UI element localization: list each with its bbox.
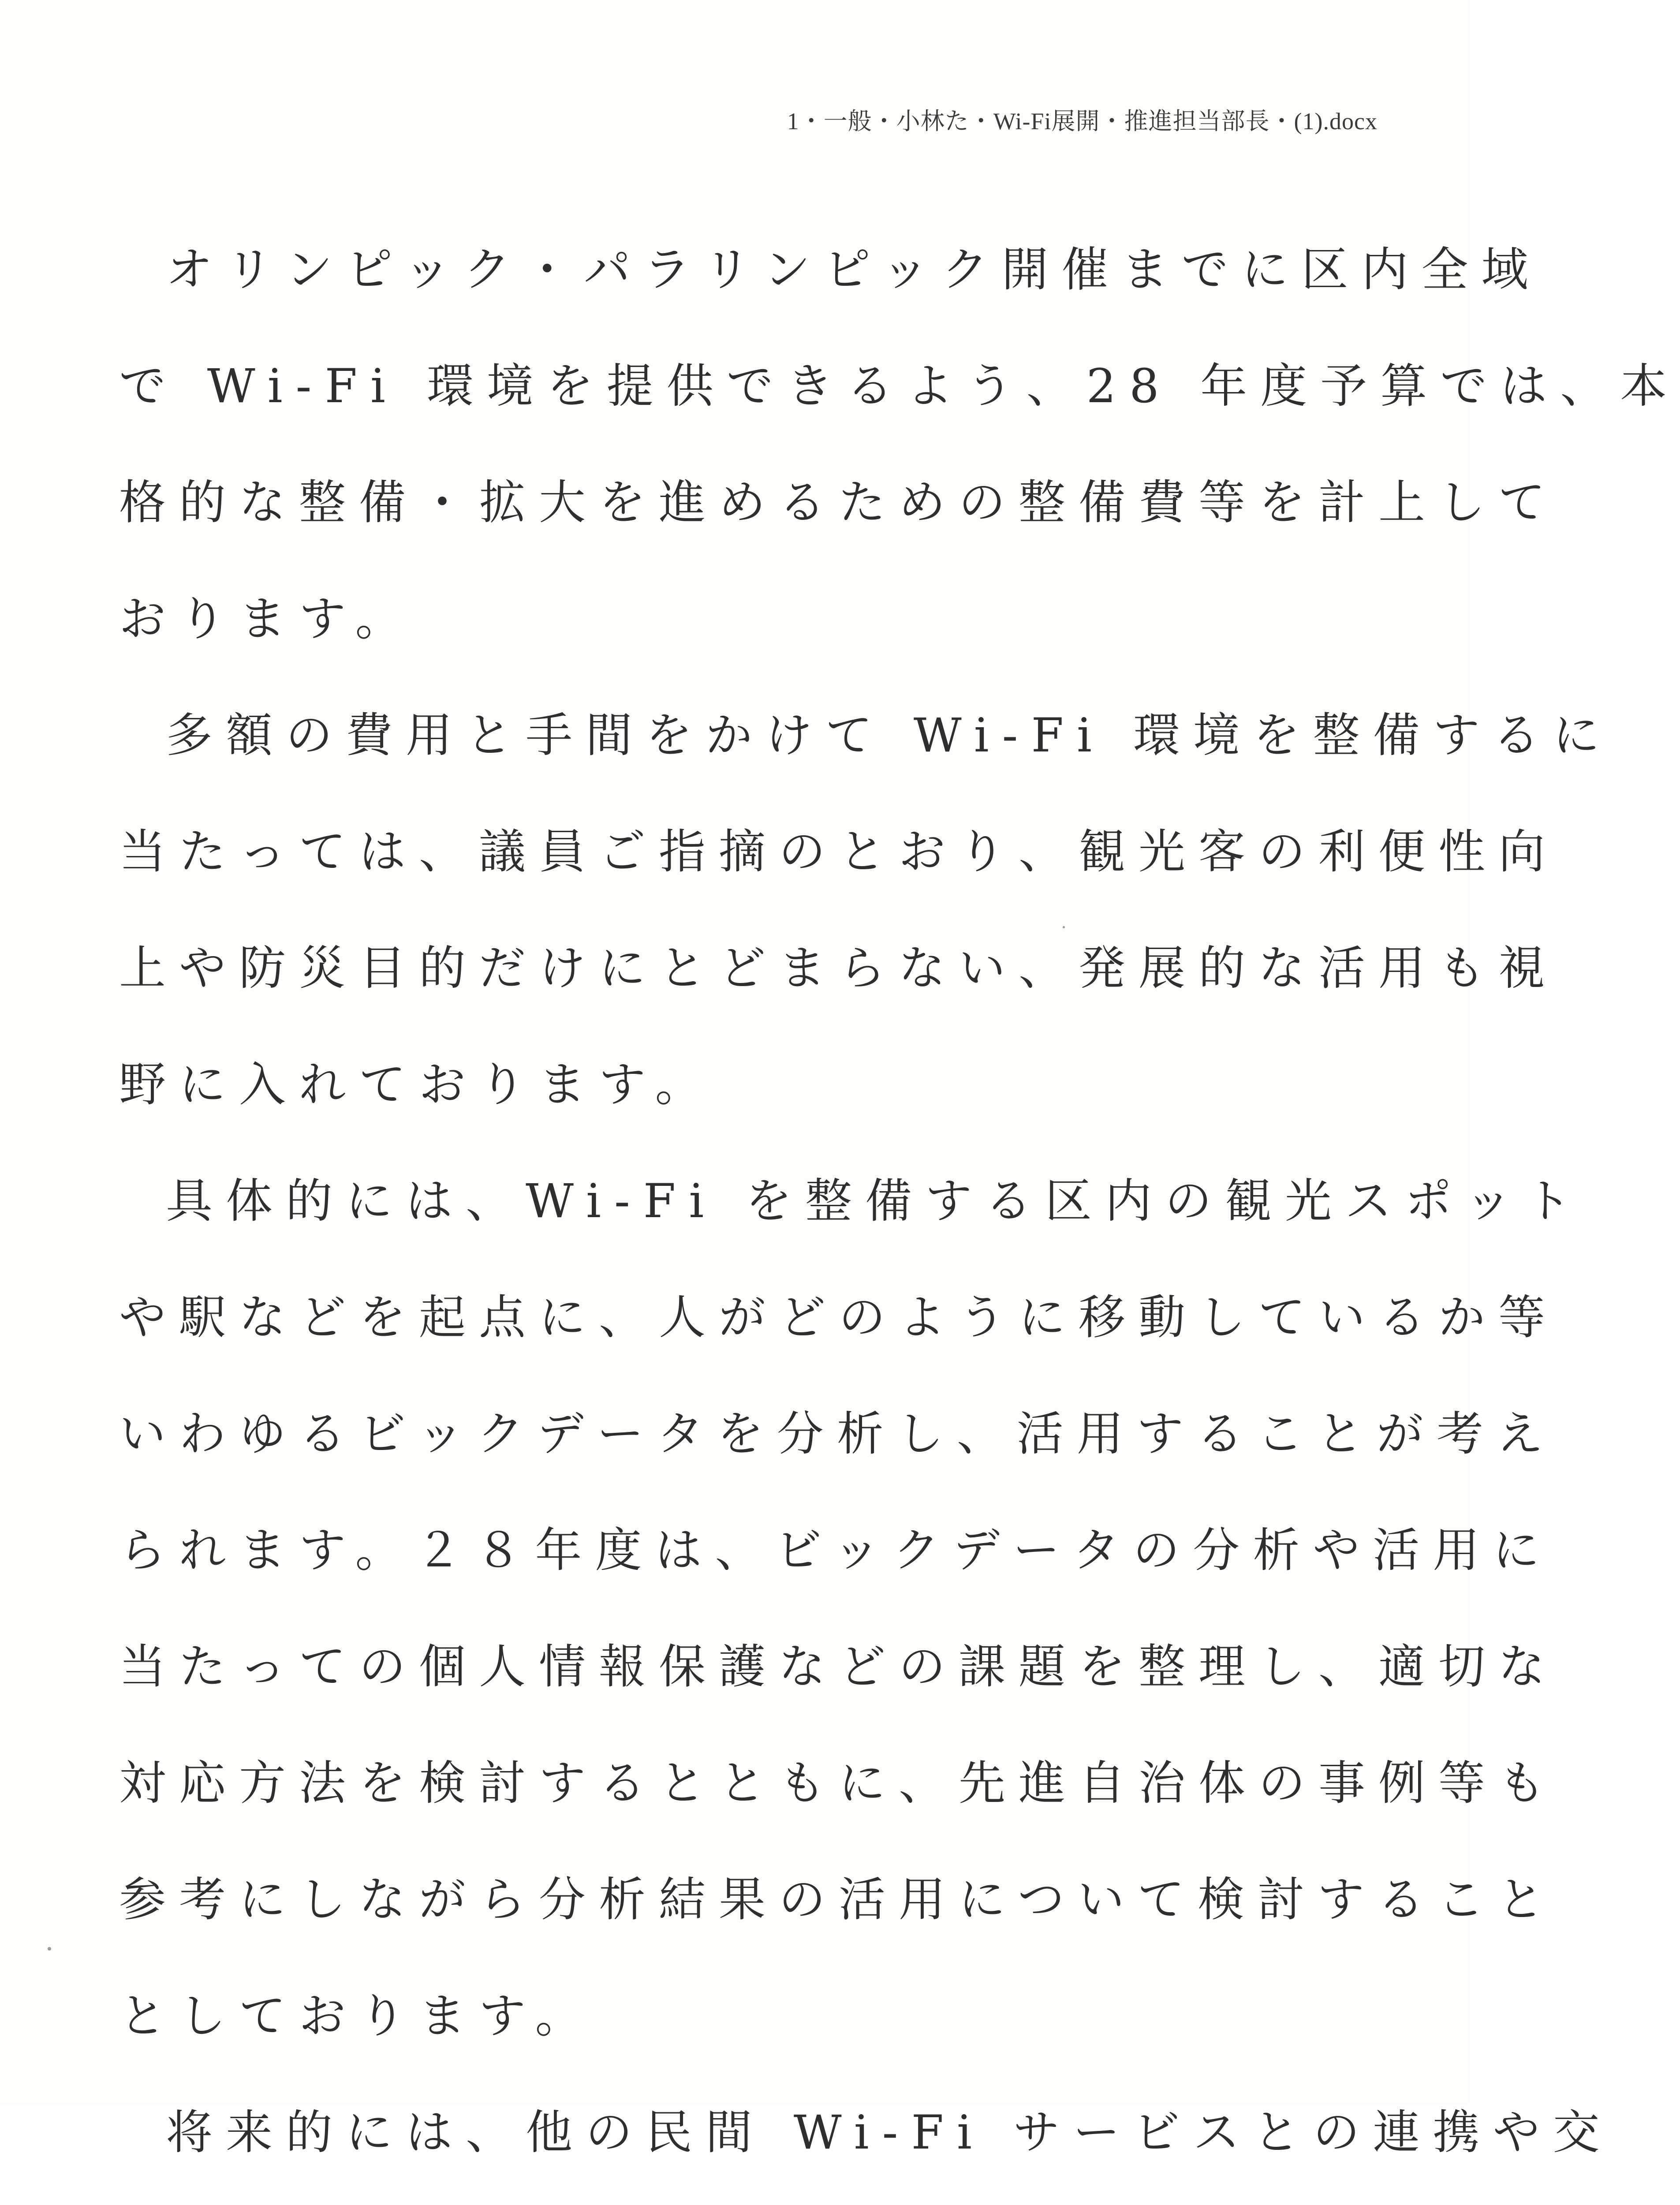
paragraph-1-line-4: おります。 [119,592,415,646]
scan-speck [1063,926,1065,928]
paragraph-2-line-2: 当たっては、議員ご指摘のとおり、観光客の利便性向 [119,825,1558,879]
paragraph-2-line-4: 野に入れております。 [119,1058,715,1112]
paragraph-4-line-2 [119,2191,1371,2205]
document-body [119,212,1680,2205]
paragraph-1-line-2: で Wi-Fi 環境を提供できるよう、28 年度予算では、本 [119,359,1680,413]
scan-speck [48,1947,51,1951]
paragraph-3-line-2: や駅などを起点に、人がどのように移動しているか等 [119,1290,1558,1345]
paragraph-3-line-3: いわゆるビックデータを分析し、活用することが考え [119,1407,1557,1461]
header-filename: 1・一般・小林た・Wi-Fi展開・推進担当部長・(1).docx [787,108,1378,135]
paragraph-1-line-1: オリンピック・パラリンピック開催までに区内全域 [166,243,1542,297]
paragraph-3-line-8: としております。 [119,1989,595,2043]
paragraph-4-line-1: 将来的には、他の民間 Wi-Fi サービスとの連携や交 [166,2105,1613,2160]
paragraph-3-line-4: られます。２８年度は、ビックデータの分析や活用に [119,1523,1553,1577]
paragraph-2-line-3: 上や防災目的だけにとどまらない、発展的な活用も視 [119,941,1558,995]
paragraph-3-line-1: 具体的には、Wi-Fi を整備する区内の観光スポット [166,1174,1585,1228]
paragraph-3-line-7: 参考にしながら分析結果の活用について検討すること [119,1872,1557,1927]
paragraph-3-line-5: 当たっての個人情報保護などの課題を整理し、適切な [119,1640,1558,1694]
paragraph-1-line-3: 格的な整備・拡大を進めるための整備費等を計上して [119,475,1558,530]
paragraph-3-line-6: 対応方法を検討するとともに、先進自治体の事例等も [119,1756,1558,1810]
paragraph-2-line-1: 多額の費用と手間をかけて Wi-Fi 環境を整備するに [166,708,1613,762]
